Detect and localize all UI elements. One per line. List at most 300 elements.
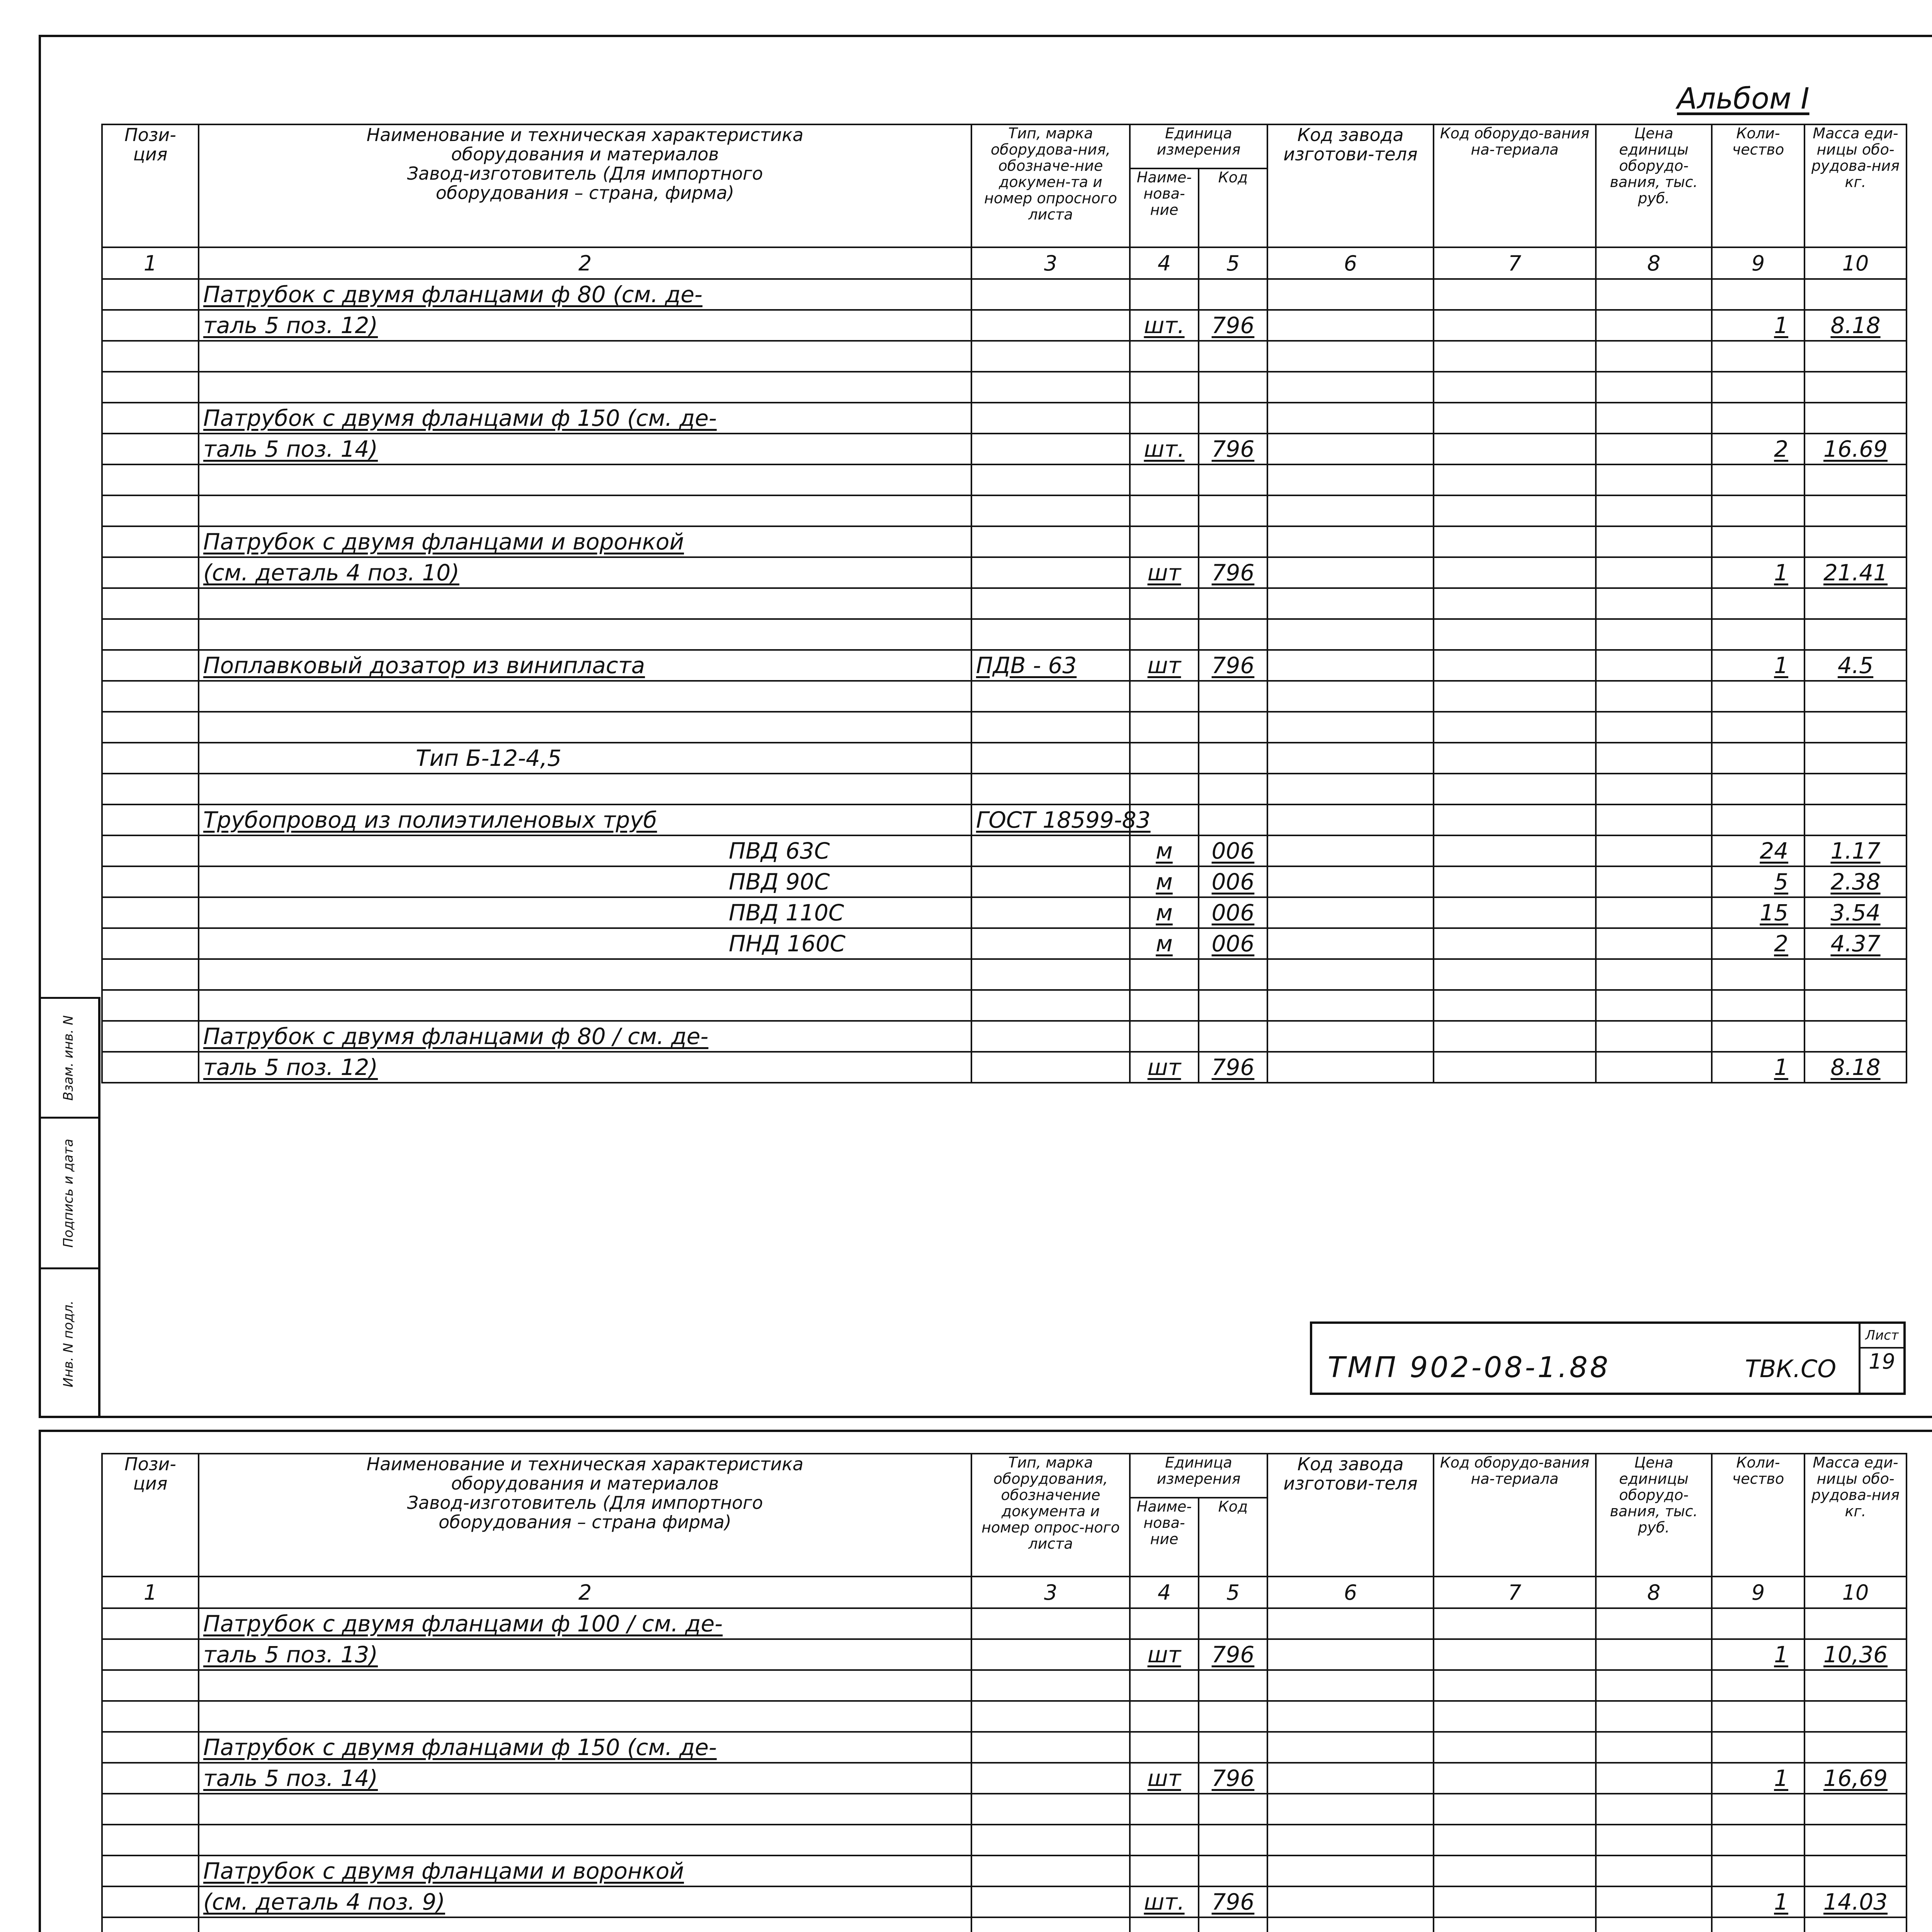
quantity-cell <box>1712 712 1804 743</box>
col-number: 7 <box>1434 247 1596 279</box>
equipment-code-cell <box>1434 279 1596 310</box>
price-cell <box>1596 1917 1712 1932</box>
side-cell-inv <box>39 1267 98 1418</box>
sheet-1-side-strip <box>39 997 100 1418</box>
equipment-code-cell <box>1434 774 1596 804</box>
unit-name-cell <box>1130 990 1199 1021</box>
item-name-cell <box>199 464 971 495</box>
type-cell <box>971 310 1130 341</box>
price-cell <box>1596 403 1712 434</box>
unit-name-cell <box>1130 495 1199 526</box>
position-cell <box>102 434 199 464</box>
item-name-cell: Поплавковый дозатор из винипласта <box>199 650 971 681</box>
type-cell <box>971 897 1130 928</box>
item-name-cell: ПНД 160С <box>199 928 971 959</box>
equipment-code-cell <box>1434 681 1596 712</box>
table-row <box>102 619 1906 650</box>
quantity-cell: 1 <box>1712 650 1804 681</box>
price-cell <box>1596 434 1712 464</box>
quantity-cell <box>1712 1794 1804 1825</box>
unit-name-cell <box>1130 743 1199 774</box>
unit-name-cell <box>1130 1608 1199 1639</box>
price-cell <box>1596 928 1712 959</box>
price-cell <box>1596 1855 1712 1886</box>
price-cell <box>1596 1608 1712 1639</box>
mass-cell <box>1804 619 1906 650</box>
type-cell <box>971 588 1130 619</box>
table-row <box>102 774 1906 804</box>
unit-code-cell <box>1199 774 1267 804</box>
col-number: 4 <box>1130 1577 1199 1608</box>
col-number: 10 <box>1804 247 1906 279</box>
item-name-cell: Патрубок с двумя фланцами ф 80 / см. де- <box>199 1021 971 1052</box>
factory-code-cell <box>1267 464 1434 495</box>
col-number: 6 <box>1267 1577 1434 1608</box>
side-cell-swap <box>39 997 98 1117</box>
factory-code-cell <box>1267 310 1434 341</box>
mass-cell: 21.41 <box>1804 557 1906 588</box>
equipment-code-cell <box>1434 1763 1596 1794</box>
mass-cell <box>1804 1732 1906 1763</box>
unit-name-cell: м <box>1130 866 1199 897</box>
price-cell <box>1596 866 1712 897</box>
unit-code-cell <box>1199 743 1267 774</box>
side-label-inv: Инв. N подл. <box>61 1300 76 1387</box>
mass-cell <box>1804 1021 1906 1052</box>
unit-code-cell <box>1199 681 1267 712</box>
item-name-cell <box>199 1701 971 1732</box>
unit-code-cell: 006 <box>1199 866 1267 897</box>
mass-cell <box>1804 804 1906 835</box>
header-type: Тип, марка оборудования, обозначение документа и номер опрос-ного листа <box>971 1454 1130 1577</box>
unit-name-cell <box>1130 774 1199 804</box>
col-number: 3 <box>971 1577 1130 1608</box>
position-cell <box>102 310 199 341</box>
mass-cell <box>1804 464 1906 495</box>
type-cell <box>971 495 1130 526</box>
quantity-cell: 1 <box>1712 557 1804 588</box>
item-name-cell <box>199 774 971 804</box>
mass-cell <box>1804 990 1906 1021</box>
unit-name-cell: шт. <box>1130 1886 1199 1917</box>
type-cell <box>971 1670 1130 1701</box>
mass-cell: 3.54 <box>1804 897 1906 928</box>
type-cell <box>971 557 1130 588</box>
mass-cell <box>1804 1917 1906 1932</box>
position-cell <box>102 464 199 495</box>
type-cell <box>971 1763 1130 1794</box>
table-row <box>102 1639 1906 1670</box>
position-cell <box>102 712 199 743</box>
quantity-cell <box>1712 279 1804 310</box>
price-cell <box>1596 310 1712 341</box>
mass-cell <box>1804 712 1906 743</box>
unit-name-cell <box>1130 464 1199 495</box>
side-label-swap: Взам. инв. N <box>61 1015 76 1100</box>
table-row <box>102 1608 1906 1639</box>
position-cell <box>102 1763 199 1794</box>
price-cell <box>1596 495 1712 526</box>
sheet-number: 19 <box>1869 1349 1895 1374</box>
type-cell <box>971 1732 1130 1763</box>
type-cell <box>971 835 1130 866</box>
factory-code-cell <box>1267 619 1434 650</box>
quantity-cell <box>1712 1732 1804 1763</box>
item-name-cell: Патрубок с двумя фланцами ф 150 (см. де- <box>199 1732 971 1763</box>
unit-code-cell <box>1199 1794 1267 1825</box>
factory-code-cell <box>1267 1763 1434 1794</box>
header-factory-code: Код завода изготови-теля <box>1267 1454 1434 1577</box>
type-cell: ПДВ - 63 <box>971 650 1130 681</box>
factory-code-cell <box>1267 650 1434 681</box>
factory-code-cell <box>1267 866 1434 897</box>
factory-code-cell <box>1267 557 1434 588</box>
factory-code-cell <box>1267 774 1434 804</box>
col-number: 4 <box>1130 247 1199 279</box>
position-cell <box>102 743 199 774</box>
mass-cell <box>1804 526 1906 557</box>
unit-name-cell <box>1130 279 1199 310</box>
position-cell <box>102 990 199 1021</box>
table-row <box>102 1855 1906 1886</box>
table-row <box>102 372 1906 403</box>
price-cell <box>1596 1052 1712 1083</box>
type-cell <box>971 1701 1130 1732</box>
table-row <box>102 279 1906 310</box>
unit-code-cell <box>1199 804 1267 835</box>
unit-name-cell <box>1130 588 1199 619</box>
unit-name-cell <box>1130 1701 1199 1732</box>
quantity-cell <box>1712 681 1804 712</box>
factory-code-cell <box>1267 804 1434 835</box>
position-cell <box>102 897 199 928</box>
equipment-code-cell <box>1434 1052 1596 1083</box>
quantity-cell <box>1712 1825 1804 1855</box>
item-name-cell: таль 5 поз. 14) <box>199 434 971 464</box>
factory-code-cell <box>1267 681 1434 712</box>
type-cell <box>971 1639 1130 1670</box>
position-cell <box>102 1917 199 1932</box>
item-name-cell: Патрубок с двумя фланцами ф 100 / см. де- <box>199 1608 971 1639</box>
col-number: 9 <box>1712 247 1804 279</box>
position-cell <box>102 619 199 650</box>
unit-name-cell: шт. <box>1130 434 1199 464</box>
factory-code-cell <box>1267 495 1434 526</box>
factory-code-cell <box>1267 434 1434 464</box>
price-cell <box>1596 990 1712 1021</box>
position-cell <box>102 372 199 403</box>
position-cell <box>102 1855 199 1886</box>
mass-cell: 10,36 <box>1804 1639 1906 1670</box>
equipment-code-cell <box>1434 557 1596 588</box>
document-category: ТВК.СО <box>1745 1355 1837 1383</box>
unit-code-cell: 796 <box>1199 310 1267 341</box>
factory-code-cell <box>1267 1052 1434 1083</box>
table-row <box>102 928 1906 959</box>
position-cell <box>102 403 199 434</box>
equipment-code-cell <box>1434 434 1596 464</box>
factory-code-cell <box>1267 990 1434 1021</box>
factory-code-cell <box>1267 1670 1434 1701</box>
quantity-cell <box>1712 990 1804 1021</box>
equipment-code-cell <box>1434 1608 1596 1639</box>
unit-code-cell: 796 <box>1199 650 1267 681</box>
equipment-code-cell <box>1434 588 1596 619</box>
mass-cell <box>1804 1608 1906 1639</box>
mass-cell: 4.5 <box>1804 650 1906 681</box>
position-cell <box>102 681 199 712</box>
equipment-code-cell <box>1434 804 1596 835</box>
table-row <box>102 835 1906 866</box>
position-cell <box>102 588 199 619</box>
item-name-cell <box>199 495 971 526</box>
sheet-2 <box>0 1430 1932 1932</box>
unit-name-cell <box>1130 1794 1199 1825</box>
price-cell <box>1596 835 1712 866</box>
equipment-code-cell <box>1434 1855 1596 1886</box>
item-name-cell: (см. деталь 4 поз. 9) <box>199 1886 971 1917</box>
factory-code-cell <box>1267 835 1434 866</box>
unit-name-cell <box>1130 959 1199 990</box>
item-name-cell <box>199 990 971 1021</box>
unit-name-cell <box>1130 372 1199 403</box>
position-cell <box>102 341 199 372</box>
quantity-cell: 2 <box>1712 928 1804 959</box>
mass-cell <box>1804 403 1906 434</box>
unit-name-cell <box>1130 1917 1199 1932</box>
quantity-cell <box>1712 495 1804 526</box>
position-cell <box>102 866 199 897</box>
mass-cell <box>1804 1825 1906 1855</box>
quantity-cell <box>1712 341 1804 372</box>
item-name-cell: ПВД 90С <box>199 866 971 897</box>
price-cell <box>1596 681 1712 712</box>
factory-code-cell <box>1267 1732 1434 1763</box>
price-cell <box>1596 959 1712 990</box>
quantity-cell: 1 <box>1712 1639 1804 1670</box>
unit-code-cell: 006 <box>1199 928 1267 959</box>
type-cell <box>971 681 1130 712</box>
price-cell <box>1596 1886 1712 1917</box>
col-number: 2 <box>199 247 971 279</box>
unit-name-cell <box>1130 1021 1199 1052</box>
factory-code-cell <box>1267 1608 1434 1639</box>
table-row <box>102 557 1906 588</box>
col-number: 8 <box>1596 1577 1712 1608</box>
unit-name-cell <box>1130 341 1199 372</box>
price-cell <box>1596 557 1712 588</box>
factory-code-cell <box>1267 372 1434 403</box>
table-row <box>102 990 1906 1021</box>
position-cell <box>102 1608 199 1639</box>
quantity-cell <box>1712 526 1804 557</box>
col-number: 5 <box>1199 247 1267 279</box>
equipment-code-cell <box>1434 372 1596 403</box>
factory-code-cell <box>1267 1825 1434 1855</box>
item-name-cell: ПВД 110С <box>199 897 971 928</box>
factory-code-cell <box>1267 712 1434 743</box>
price-cell <box>1596 743 1712 774</box>
price-cell <box>1596 526 1712 557</box>
header-price: Цена единицы оборудо-вания, тыс. руб. <box>1596 124 1712 247</box>
header-position: Пози- ция <box>102 1454 199 1577</box>
position-cell <box>102 1639 199 1670</box>
mass-cell: 8.18 <box>1804 310 1906 341</box>
item-name-cell: Патрубок с двумя фланцами и воронкой <box>199 526 971 557</box>
position-cell <box>102 774 199 804</box>
unit-code-cell <box>1199 712 1267 743</box>
factory-code-cell <box>1267 588 1434 619</box>
factory-code-cell <box>1267 928 1434 959</box>
unit-code-cell <box>1199 1917 1267 1932</box>
item-name-cell <box>199 959 971 990</box>
header-unit: Единица измерения <box>1130 124 1267 168</box>
item-name-cell <box>199 619 971 650</box>
mass-cell: 1.17 <box>1804 835 1906 866</box>
sheet-label: Лист <box>1861 1324 1903 1349</box>
position-cell <box>102 1021 199 1052</box>
position-cell <box>102 804 199 835</box>
item-name-cell <box>199 1825 971 1855</box>
item-name-cell <box>199 1917 971 1932</box>
col-number: 1 <box>102 247 199 279</box>
quantity-cell <box>1712 959 1804 990</box>
type-cell <box>971 464 1130 495</box>
unit-name-cell <box>1130 1732 1199 1763</box>
unit-name-cell <box>1130 1670 1199 1701</box>
document-code: ТМП 902-08-1.88 <box>1328 1351 1611 1384</box>
type-cell <box>971 743 1130 774</box>
quantity-cell: 24 <box>1712 835 1804 866</box>
quantity-cell: 1 <box>1712 310 1804 341</box>
unit-code-cell <box>1199 1021 1267 1052</box>
position-cell <box>102 1670 199 1701</box>
type-cell <box>971 372 1130 403</box>
unit-code-cell <box>1199 1670 1267 1701</box>
col-number: 2 <box>199 1577 971 1608</box>
position-cell <box>102 959 199 990</box>
table-row <box>102 1021 1906 1052</box>
spec-rows-2 <box>102 1608 1906 1932</box>
position-cell <box>102 928 199 959</box>
unit-code-cell <box>1199 959 1267 990</box>
table-row <box>102 743 1906 774</box>
equipment-code-cell <box>1434 1639 1596 1670</box>
table-row <box>102 866 1906 897</box>
price-cell <box>1596 372 1712 403</box>
unit-name-cell: шт <box>1130 650 1199 681</box>
equipment-code-cell <box>1434 990 1596 1021</box>
unit-code-cell: 796 <box>1199 1763 1267 1794</box>
quantity-cell <box>1712 1701 1804 1732</box>
equipment-code-cell <box>1434 712 1596 743</box>
table-row <box>102 526 1906 557</box>
mass-cell <box>1804 774 1906 804</box>
position-cell <box>102 1701 199 1732</box>
mass-cell <box>1804 1670 1906 1701</box>
unit-code-cell: 006 <box>1199 897 1267 928</box>
item-name-cell: таль 5 поз. 13) <box>199 1639 971 1670</box>
quantity-cell <box>1712 619 1804 650</box>
table-row <box>102 897 1906 928</box>
type-cell <box>971 526 1130 557</box>
unit-name-cell: шт <box>1130 1639 1199 1670</box>
unit-name-cell: шт <box>1130 1052 1199 1083</box>
column-numbers-row <box>102 247 1906 279</box>
table-row <box>102 804 1906 835</box>
unit-code-cell <box>1199 1701 1267 1732</box>
item-name-cell: таль 5 поз. 14) <box>199 1763 971 1794</box>
mass-cell <box>1804 1701 1906 1732</box>
table-row <box>102 681 1906 712</box>
mass-cell <box>1804 372 1906 403</box>
unit-code-cell: 796 <box>1199 557 1267 588</box>
mass-cell <box>1804 681 1906 712</box>
type-cell <box>971 1855 1130 1886</box>
side-label-sign: Подпись и дата <box>61 1138 76 1248</box>
spec-rows-1 <box>102 279 1906 1083</box>
header-qty: Коли-чество <box>1712 124 1804 247</box>
quantity-cell <box>1712 1917 1804 1932</box>
equipment-code-cell <box>1434 1021 1596 1052</box>
equipment-code-cell <box>1434 1825 1596 1855</box>
album-label: Альбом I <box>1677 81 1810 116</box>
price-cell <box>1596 1701 1712 1732</box>
unit-code-cell: 796 <box>1199 1639 1267 1670</box>
mass-cell <box>1804 743 1906 774</box>
equipment-code-cell <box>1434 403 1596 434</box>
factory-code-cell <box>1267 1855 1434 1886</box>
equipment-code-cell <box>1434 1701 1596 1732</box>
price-cell <box>1596 1794 1712 1825</box>
mass-cell <box>1804 495 1906 526</box>
position-cell <box>102 650 199 681</box>
spec-table-1 <box>101 124 1907 1083</box>
quantity-cell <box>1712 1608 1804 1639</box>
price-cell <box>1596 774 1712 804</box>
item-name-cell: Патрубок с двумя фланцами ф 150 (см. де- <box>199 403 971 434</box>
type-cell <box>971 341 1130 372</box>
quantity-cell <box>1712 743 1804 774</box>
factory-code-cell <box>1267 1021 1434 1052</box>
price-cell <box>1596 712 1712 743</box>
unit-name-cell <box>1130 1855 1199 1886</box>
item-name-cell <box>199 712 971 743</box>
quantity-cell: 1 <box>1712 1763 1804 1794</box>
table-row <box>102 959 1906 990</box>
position-cell <box>102 1886 199 1917</box>
table-row <box>102 1701 1906 1732</box>
unit-code-cell: 796 <box>1199 1052 1267 1083</box>
item-name-cell <box>199 372 971 403</box>
factory-code-cell <box>1267 959 1434 990</box>
equipment-code-cell <box>1434 310 1596 341</box>
type-cell <box>971 1052 1130 1083</box>
unit-code-cell <box>1199 1732 1267 1763</box>
header-type: Тип, марка оборудова-ния, обозначе-ние докумен-та и номер опросного листа <box>971 124 1130 247</box>
col-number: 1 <box>102 1577 199 1608</box>
title-block-1 <box>1310 1321 1906 1395</box>
item-name-cell: Патрубок с двумя фланцами и воронкой <box>199 1855 971 1886</box>
unit-name-cell <box>1130 1825 1199 1855</box>
table-row <box>102 464 1906 495</box>
unit-code-cell <box>1199 1855 1267 1886</box>
unit-name-cell <box>1130 712 1199 743</box>
item-name-cell <box>199 1670 971 1701</box>
quantity-cell <box>1712 464 1804 495</box>
mass-cell <box>1804 588 1906 619</box>
factory-code-cell <box>1267 526 1434 557</box>
